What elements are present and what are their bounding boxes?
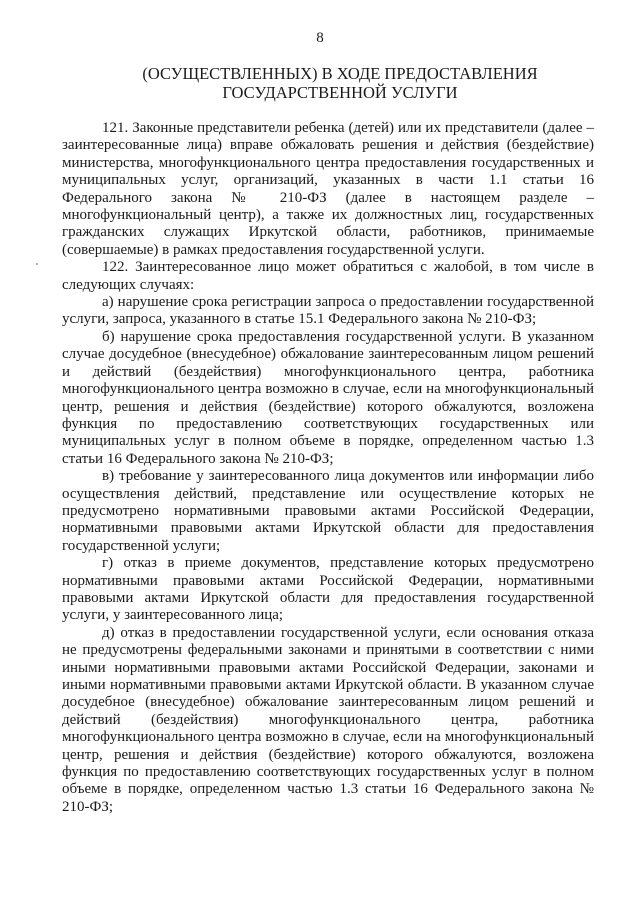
paragraph-122-b: б) нарушение срока предоставления государственной услуги. В указанном случае досудебное (внесудебное) обжалование заинтересованным лицом решений и действий (бездействия) многофункционального центра, работника многофункционального центра возможно в случае, если на многофункциональный центр, решения и действия (бездействие) которого обжалуются, возложена функция по предоставлению соответствующих государственных или муниципальных услуг в полном объеме в порядке, определенном частью 1.3 статьи 16 Федерального закона № 210-ФЗ;: [62, 328, 594, 467]
paragraph-121: 121. Законные представители ребенка (детей) или их представители (далее – заинтересованные лица) вправе обжаловать решения и действия (бездействие) министерства, многофункционального центра предоставления государственных и муниципальных услуг, организаций, указанных в части 1.1 статьи 16 Федерального закона № 210-ФЗ (далее в настоящем разделе – многофункциональный центр), а также их должностных лиц, государственных гражданских служащих Иркутской области, работников, принимаемые (совершаемые) в рамках предоставления государственной услуги.: [62, 120, 594, 258]
section-heading: [80, 64, 600, 102]
paragraph-122-a: а) нарушение срока регистрации запроса о предоставлении государственной услуги, запроса, указанного в статье 15.1 Федерального закона № 210-ФЗ;: [62, 294, 594, 328]
section-heading-line-1: (ОСУЩЕСТВЛЕННЫХ) В ХОДЕ ПРЕДОСТАВЛЕНИЯ: [142, 64, 538, 83]
scan-mark: [36, 263, 38, 265]
paragraph-122-g: г) отказ в приеме документов, представление которых предусмотрено нормативными правовыми актами Российской Федерации, нормативными правовыми актами Иркутской области для предоставления государственной услуги, у заинтересованного лица;: [62, 555, 594, 624]
paragraph-122: 122. Заинтересованное лицо может обратиться с жалобой, в том числе в следующих случаях:: [62, 259, 594, 293]
section-heading-line-2: ГОСУДАРСТВЕННОЙ УСЛУГИ: [222, 83, 458, 102]
paragraph-122-v: в) требование у заинтересованного лица документов или информации либо осуществления действий, представление или осуществление которых не предусмотрено нормативными правовыми актами Российской Федерации, нормативными правовыми актами Иркутской области для предоставления государственной услуги;: [62, 468, 594, 554]
paragraph-122-d: д) отказ в предоставлении государственной услуги, если основания отказа не предусмотрены федеральными законами и принятыми в соответствии с ними иными нормативными правовыми актами Российской Федерации, законами и иными нормативными правовыми актами Иркутской области. В указанном случае досудебное (внесудебное) обжалование заинтересованным лицом решений и действий (бездействия) многофункционального центра, работника многофункционального центра возможно в случае, если на многофункциональный центр, решения и действия (бездействие) которого обжалуются, возложена функция по предоставлению соответствующих государственных услуг в полном объеме в порядке, определенном частью 1.3 статьи 16 Федерального закона № 210-ФЗ;: [62, 624, 594, 815]
page-number: 8: [316, 30, 324, 46]
document-body: [62, 120, 594, 816]
